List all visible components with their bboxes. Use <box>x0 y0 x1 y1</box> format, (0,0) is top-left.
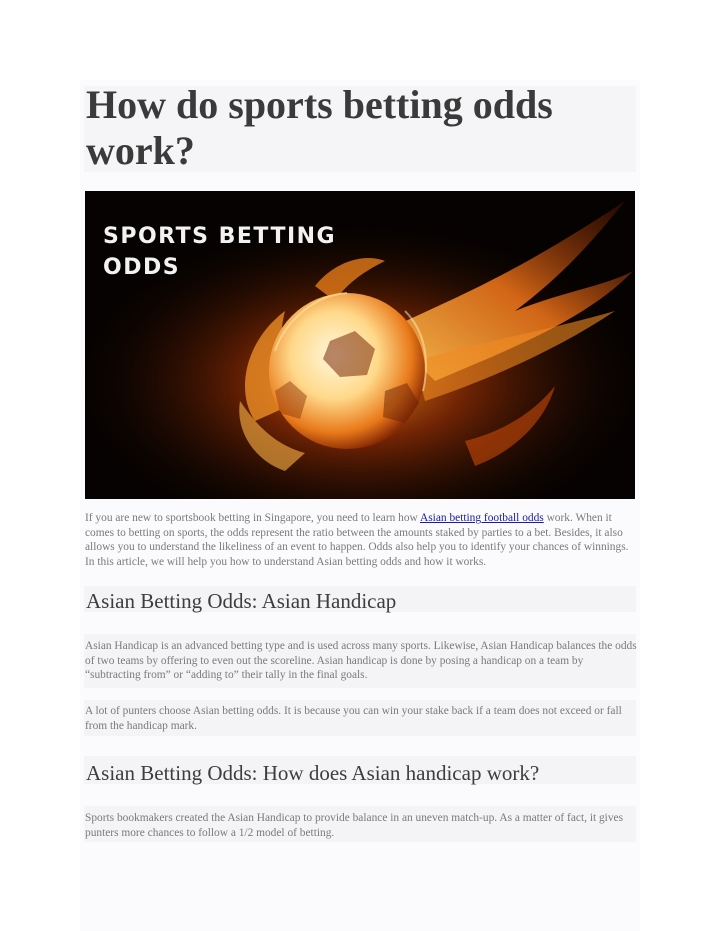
section2-heading: Asian Betting Odds: How does Asian handicap work? <box>86 761 540 785</box>
asian-betting-odds-link[interactable]: Asian betting football odds <box>420 512 544 524</box>
section2-paragraph1: Sports bookmakers created the Asian Handicap to provide balance in an uneven match-up. As a matter of fact, it gives punters more chances to follow a 1/2 model of betting. <box>85 812 624 839</box>
section1-heading: Asian Betting Odds: Asian Handicap <box>86 589 397 613</box>
section1-paragraph1: Asian Handicap is an advanced betting type and is used across many sports. Likewise, Asian Handicap balances the odds of two teams by offering to even out the scoreline. Asian handicap is done by posing a handicap on a team by “subtracting from” or “adding to” their tally in the final goals. <box>85 640 637 681</box>
hero-caption <box>103 221 403 283</box>
intro-paragraph <box>85 511 637 569</box>
hero-caption-line1: SPORTS BETTING <box>103 224 337 249</box>
intro-text-before-link: If you are new to sportsbook betting in Singapore, you need to learn how <box>85 512 421 524</box>
page-title: How do sports betting odds work? <box>86 82 553 173</box>
hero-image <box>85 191 635 499</box>
hero-caption-line2: ODDS <box>103 255 181 280</box>
intro-text-after-link: work. When it comes to betting on sports, the odds represent the ratio between the amounts staked by parties to a bet. Besides, it also allows you to understand the likeliness of an event to happen. Odds also help you to identify your chances of winnings. In this article, we will help you how to understand Asian betting odds and how it works. <box>85 512 629 568</box>
section1-paragraph2: A lot of punters choose Asian betting odds. It is because you can win your stake back if a team does not exceed or fall from the handicap mark. <box>85 705 622 732</box>
